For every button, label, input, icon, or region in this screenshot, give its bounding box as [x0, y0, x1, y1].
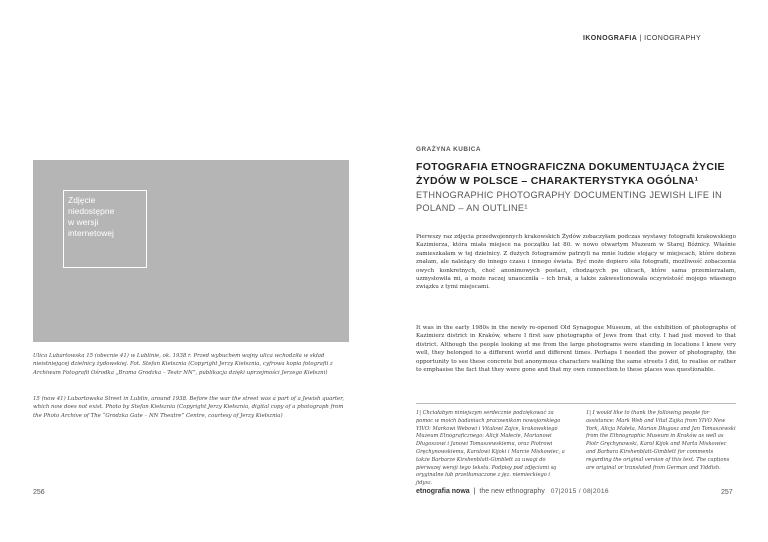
- paragraph-english: It was in the early 1980s in the newly re-opened Old Synagogue Museum, at the exhibition of photographs of Kazimierz district in Kraków, where I first saw photographs of Jews from that city. I had just moved to that district. Although the people looking at me from the large photograms were standing in locations I knew very well, they belonged to a different world and different times. Perhaps I needed the power of photography, the opportunity to see these concrete but anonymous characters walking the same streets I did, to realise or rather to emphasise the fact that they were gone and that my own connection to these places was questionable.: [416, 325, 736, 374]
- footnote-english: 1| I would like to thank the following people for assistance: Mark Web and Vital Zajka from YIVO New York, Alicja Małeta, Marian Długosz and Jan Tomaszewski from the Ethnographic Museum in Kraków as well as Piotr Gręchynowski, Karol Kijok and Marta Miskowiec and Barbara Kirshenblatt-Gimblett for comments regarding the original version of this text. The captions are original or translated from German and Yiddish.: [586, 410, 736, 471]
- page-number-right: 257: [721, 489, 733, 496]
- placeholder-line: Zdjęcie: [68, 195, 96, 205]
- image-placeholder: [33, 160, 349, 342]
- caption-polish: Ulica Lubartowska 15 (obecnie 41) w Lublinie, ok. 1938 r. Przed wybuchem wojny ulica wchodziła w skład nieistniejącej dzielnicy żydowskiej. Fot. Stefan Kiełsznia (Copyright Jerzy Kiełsznia, cyfrowa kopia fotografii z Archiwum Fotografii Ośrodka „Brama Grodzka – Teatr NN”, publikacja dzięki uprzejmości Jerzego Kiełszni): [33, 353, 333, 376]
- caption-english: 15 (now 41) Lubartowska Street in Lublin, around 1938. Before the war the street was a part of a Jewish quarter, which now does not exist. Photo by Stefan Kiełsznia (Copyright Jerzy Kiełsznia, digital copy of a photograph from the Photo Archive of The “Grodzka Gate – NN Theatre” Centre, courtesy of Jerzy Kiełsznia): [33, 396, 344, 419]
- page-number-left: 256: [33, 489, 45, 496]
- journal-footer: [416, 488, 609, 495]
- author-name: GRAŻYNA KUBICA: [416, 146, 481, 153]
- journal-name-pl: etnografia nowa: [416, 488, 470, 495]
- journal-name-en: the new ethnography: [479, 488, 545, 495]
- journal-separator: |: [473, 488, 476, 495]
- title-polish: FOTOGRAFIA ETNOGRAFICZNA DOKUMENTUJĄCA ŻYCIE ŻYDÓW W POLSCE – CHARAKTERYSTYKA OGÓLNA¹: [416, 161, 725, 187]
- image-unavailable-text: [68, 195, 114, 239]
- placeholder-line: niedostępne: [68, 206, 115, 216]
- placeholder-line: internetowej: [68, 228, 114, 238]
- footnote-polish: 1| Chciałabym niniejszym serdecznie podziękować za pomoc w moich badaniach pracownikom nowojorskiego YIVO: Markowi Webowi i Vitalowi Zajce, krakowskiego Muzeum Etnograficznego: Alicji Małecie, Marianowi Długoszowi i Janowi Tomaszewskiemu, oraz Piotrowi Gręchynowskiemu, Karolowi Kijoki i Marcie Miskowiec, a także Barbarze Kirshenblatt-Gimblett za uwagi do pierwszej wersji tego tekstu. Podpisy pod zdjęciami są oryginalne lub przetłumaczone z jęz. niemieckiego i jidysz.: [416, 410, 565, 487]
- section-label-en: ICONOGRAPHY: [644, 35, 702, 42]
- footnote-divider: [416, 403, 736, 404]
- section-label-pl: IKONOGRAFIA: [583, 35, 638, 42]
- title-english: ETHNOGRAPHIC PHOTOGRAPHY DOCUMENTING JEWISH LIFE IN POLAND – AN OUTLINE¹: [416, 190, 722, 213]
- section-separator: |: [639, 35, 642, 42]
- paragraph-polish: Pierwszy raz zdjęcia przedwojennych krakowskich Żydów zobaczyłam podczas wystawy fotografii krakowskiego Kazimierza, która miała miejsce na początku lat 80. w nowo otwartym Muzeum w Starej Bóżnicy. Właśnie zamieszkałam w tej dzielnicy. Z dużych fotogramów patrzyli na mnie ludzie stojący w miejscach, które dobrze znałam, ale należący do innego czasu i innego świata. Być może dopiero siła fotografii, możliwość zobaczenia owych konkretnych, choć anonimowych postaci, chodzących po ulicach, które sama przemierzałam, uzmysłowiła mi, a może raczej unaoczniła – ich brak, a także zakwestionowała oczywistość mojego własnego związku z tymi miejscami.: [416, 234, 736, 291]
- placeholder-line: w wersji: [68, 217, 99, 227]
- section-header: [583, 35, 701, 42]
- image-unavailable-box: [63, 190, 147, 268]
- issue-number: 07|2015 / 08|2016: [550, 488, 609, 495]
